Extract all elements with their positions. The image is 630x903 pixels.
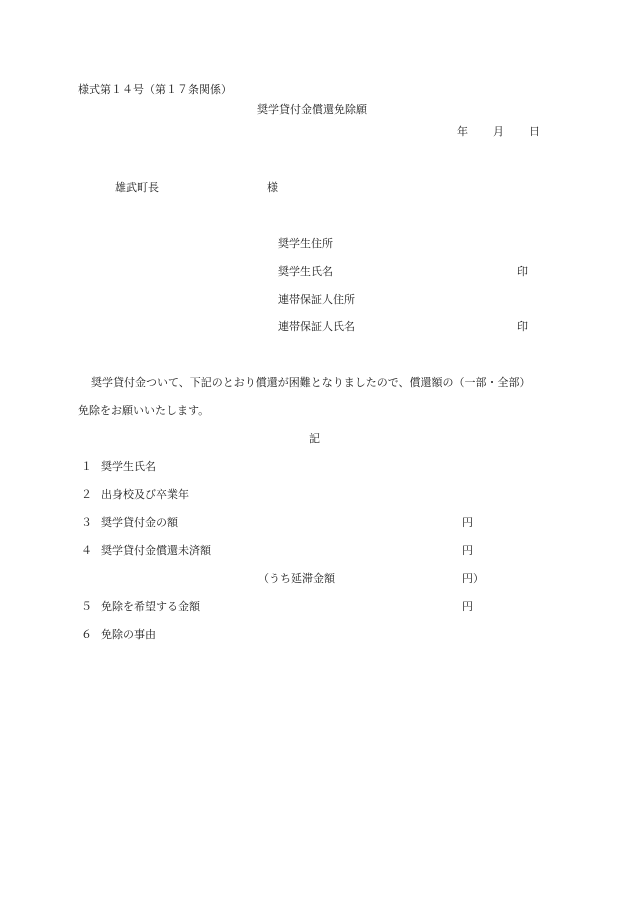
student-address-label: 奨学生住所 [278,237,333,250]
student-seal-mark: 印 [517,265,528,278]
student-name-label: 奨学生氏名 [278,265,333,278]
item-label: 奨学生氏名 [101,460,156,473]
overdue-label: （うち延滞金額 [258,572,335,585]
notes-heading: 記 [309,432,320,445]
item-label: 出身校及び卒業年 [101,488,189,501]
item-label: 免除を希望する金額 [101,600,200,613]
form-title: 奨学貸付金償還免除願 [257,103,367,116]
item-number: ５ [81,600,92,613]
item-unit: 円 [462,516,473,529]
overdue-unit: 円） [462,572,484,585]
date-year: 年 [457,125,468,138]
request-line-2: 免除をお願いいたします。 [78,404,210,417]
item-label: 奨学貸付金の額 [101,516,178,529]
item-number: １ [81,460,92,473]
item-number: ４ [81,544,92,557]
date-day: 日 [529,125,540,138]
item-label: 奨学貸付金償還未済額 [101,544,211,557]
item-unit: 円 [462,600,473,613]
addressee-honorific: 様 [267,181,278,194]
item-label: 免除の事由 [101,628,156,641]
request-line-1: 奨学貸付金ついて、下記のとおり償還が困難となりましたので、償還額の（一部・全部） [91,376,531,389]
guarantor-seal-mark: 印 [517,320,528,333]
guarantor-address-label: 連帯保証人住所 [278,293,355,306]
date-month: 月 [493,125,504,138]
addressee-name: 雄武町長 [115,181,159,194]
item-number: ２ [81,488,92,501]
item-number: ３ [81,516,92,529]
guarantor-name-label: 連帯保証人氏名 [278,320,355,333]
item-number: ６ [81,628,92,641]
form-number: 様式第１４号（第１７条関係） [78,83,232,96]
item-unit: 円 [462,544,473,557]
